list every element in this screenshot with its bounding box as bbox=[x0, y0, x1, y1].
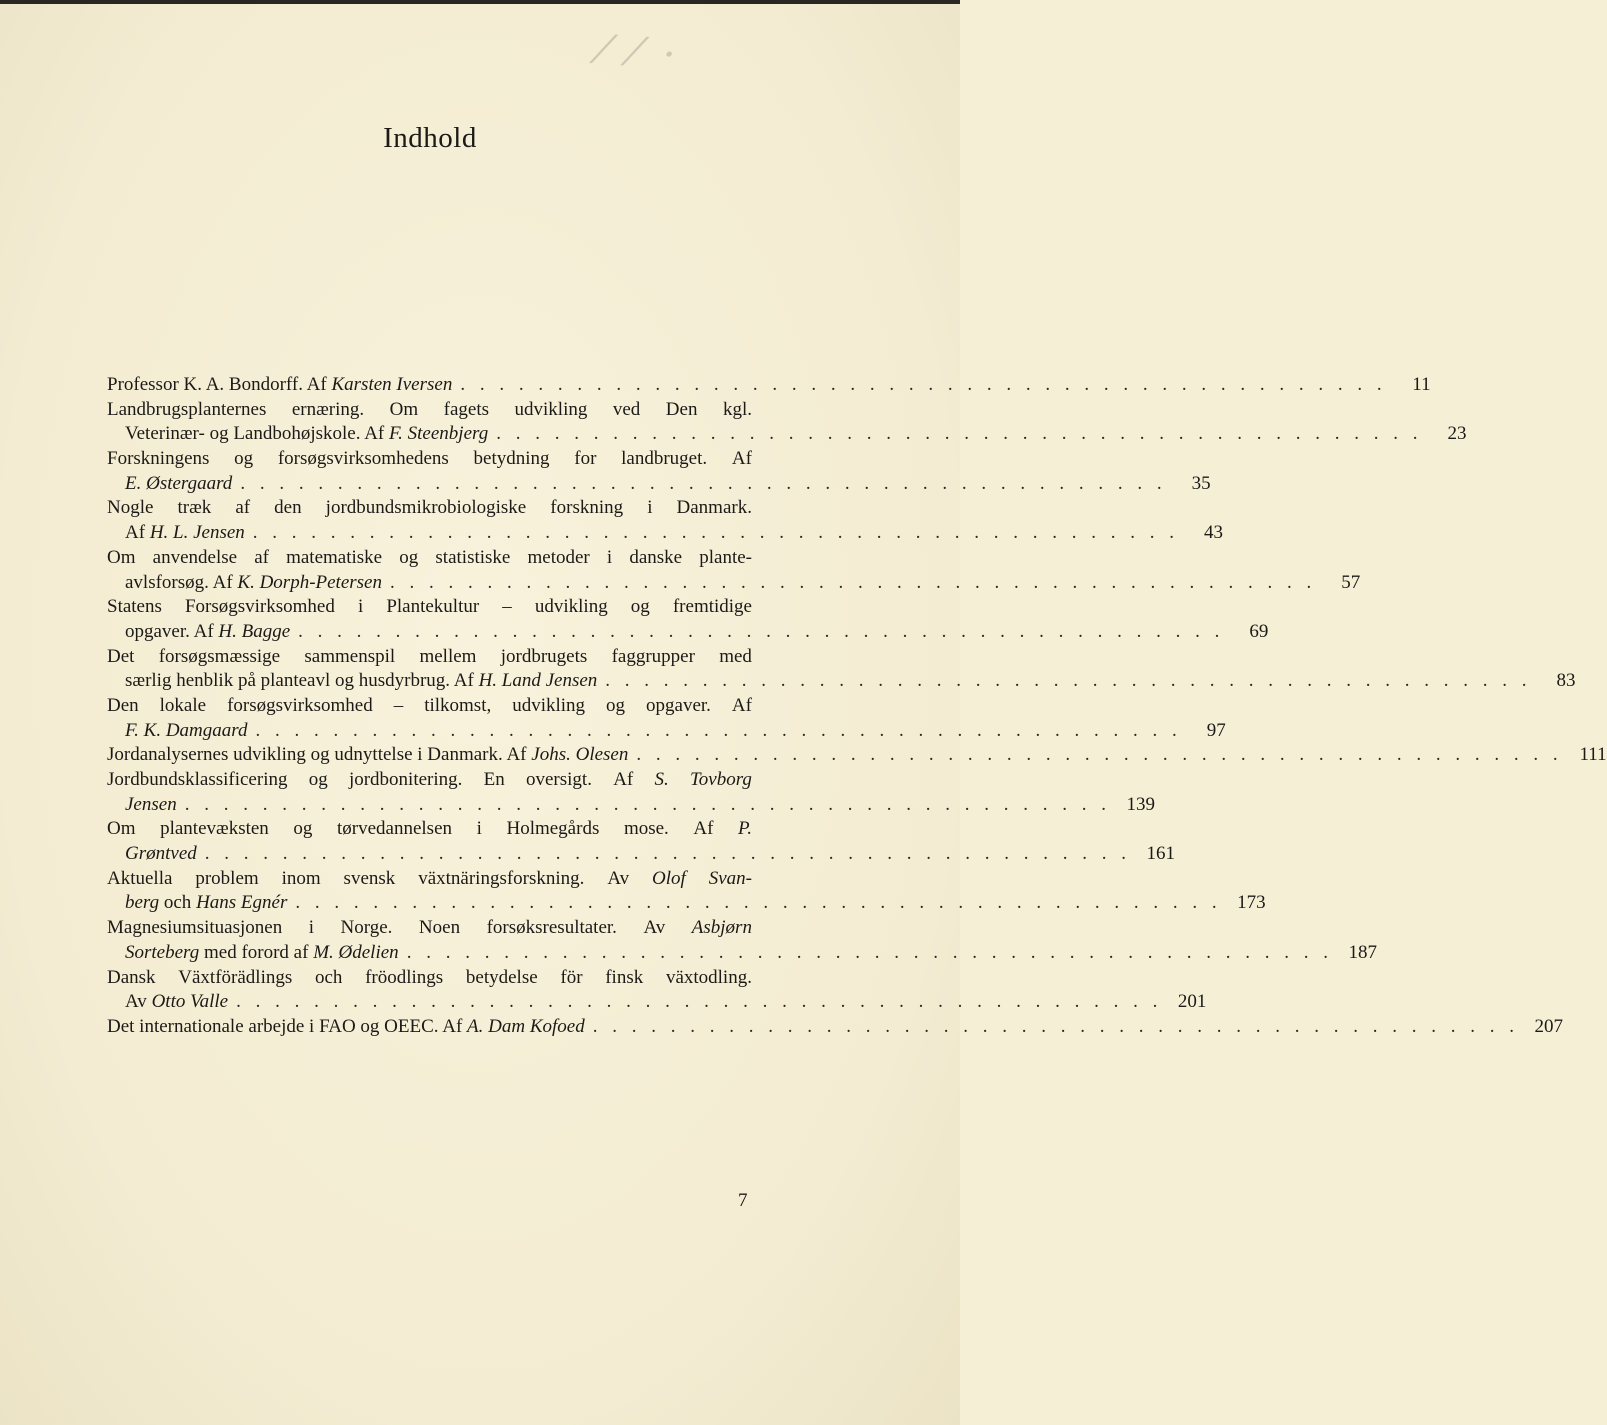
entry-word: og bbox=[399, 546, 419, 568]
entry-page-number: 83 bbox=[1556, 670, 1576, 692]
entry-text: Af H. L. Jensen bbox=[125, 522, 245, 544]
entry-word: sammenspil bbox=[304, 645, 396, 667]
entry-word: lokale bbox=[159, 694, 207, 716]
top-edge bbox=[0, 0, 960, 4]
entry-word: Om bbox=[107, 818, 136, 840]
entry-word: Holmegårds bbox=[506, 818, 600, 840]
entry-word: Den bbox=[665, 398, 698, 420]
entry-text bbox=[125, 793, 177, 818]
entry-text bbox=[125, 719, 247, 744]
entry-line bbox=[107, 472, 1211, 497]
dot-leader: . . . . . . . . . . . . . . . . . . . . . . . . . . . . . . . . . . . . . . . . . . . . . . . . bbox=[390, 571, 1317, 593]
entry-word: i bbox=[647, 497, 653, 519]
entry-word: Forskningens bbox=[107, 448, 210, 470]
entry-line bbox=[107, 645, 752, 670]
entry-word: fremtidige bbox=[672, 596, 752, 618]
entry-line bbox=[107, 447, 752, 472]
entry-author: Karsten Iversen bbox=[331, 374, 453, 395]
entry-word: i bbox=[476, 818, 482, 840]
entry-word: anvendelse bbox=[152, 546, 238, 568]
entry-word: Af bbox=[613, 769, 634, 790]
dot-leader: . . . . . . . . . . . . . . . . . . . . . . . . . . . . . . . . . . . . . . . . . . . . . . . . bbox=[592, 1015, 1519, 1037]
entry-word: udvikling bbox=[514, 398, 588, 420]
entry-word: Dansk bbox=[107, 966, 156, 988]
dot-leader: . . . . . . . . . . . . . . . . . . . . . . . . . . . . . . . . . . . . . . . . . . . . . . . . bbox=[605, 670, 1532, 692]
entry-word: med bbox=[719, 645, 752, 667]
entry-word: Danmark. bbox=[676, 497, 752, 519]
entry-word: metoder bbox=[527, 546, 590, 568]
entry-author: Johs. Olesen bbox=[531, 744, 629, 766]
entry-line bbox=[107, 916, 752, 941]
entry-line bbox=[107, 373, 1431, 398]
entry-text: Professor K. A. Bondorff. Af Karsten Iversen bbox=[107, 374, 453, 395]
entry-word: tilkomst, bbox=[424, 694, 492, 716]
entry-author: Grøntved bbox=[125, 843, 197, 865]
entry-line bbox=[107, 1015, 1563, 1040]
entry-line bbox=[107, 398, 752, 423]
entry-page-number: 207 bbox=[1534, 1015, 1563, 1037]
dot-leader: . . . . . . . . . . . . . . . . . . . . . . . . . . . . . . . . . . . . . . . . . . . . . . . . bbox=[496, 423, 1423, 445]
entry-word: Om bbox=[107, 546, 136, 568]
entry-word: Nogle bbox=[107, 497, 154, 519]
entry-page-number: 97 bbox=[1206, 719, 1226, 741]
entry-word: Den bbox=[107, 694, 139, 716]
entry-word: inom bbox=[281, 867, 321, 889]
entry-text: avlsforsøg. Af K. Dorph-Petersen bbox=[125, 571, 382, 593]
entry-word: – bbox=[393, 694, 404, 716]
page-title: Indhold bbox=[383, 122, 477, 154]
entry-line bbox=[107, 793, 1155, 818]
entry-word: forsøgsmæssige bbox=[158, 645, 281, 667]
entry-line bbox=[107, 966, 752, 991]
entry-line bbox=[107, 422, 1467, 447]
entry-text bbox=[125, 472, 232, 497]
entry-page-number: 57 bbox=[1341, 571, 1361, 593]
entry-word: og bbox=[606, 694, 626, 716]
entry-word: växtodling. bbox=[665, 966, 752, 988]
entry-line bbox=[107, 620, 1269, 645]
dot-leader: . . . . . . . . . . . . . . . . . . . . . . . . . . . . . . . . . . . . . . . . . . . . . . . . bbox=[636, 744, 1563, 766]
entry-word: En bbox=[483, 769, 505, 790]
entry-author: Jensen bbox=[125, 793, 177, 815]
entry-line bbox=[107, 571, 1361, 596]
entry-word: jordbundsmikrobiologiske bbox=[325, 497, 527, 519]
entry-word: i bbox=[606, 546, 613, 568]
entry-word: Af bbox=[731, 694, 752, 716]
entry-author: M. Ødelien bbox=[313, 941, 399, 963]
entry-author: H. L. Jensen bbox=[149, 522, 245, 544]
entry-author: Otto Valle bbox=[151, 991, 229, 1013]
entry-word: Jordbundsklassificering bbox=[107, 769, 288, 790]
page-number: 7 bbox=[738, 1190, 748, 1211]
dot-leader: . . . . . . . . . . . . . . . . . . . . . . . . . . . . . . . . . . . . . . . . . . . . . . . . bbox=[184, 793, 1111, 815]
entry-text: Jordanalysernes udvikling og udnyttelse i Danmark. Af Johs. Olesen bbox=[107, 744, 629, 766]
entry-line bbox=[107, 743, 1607, 768]
entry-word: svensk bbox=[343, 867, 396, 889]
entry-word: for bbox=[574, 448, 597, 470]
entry-word: i bbox=[357, 596, 364, 618]
entry-line bbox=[107, 719, 1226, 744]
entry-joiner: och bbox=[163, 892, 192, 914]
entry-word: faggrupper bbox=[611, 645, 695, 667]
entry-word: Noen bbox=[418, 917, 461, 939]
entry-word: udvikling bbox=[534, 596, 608, 618]
entry-line bbox=[107, 990, 1207, 1015]
entry-text: Det internationale arbejde i FAO og OEEC. Af A. Dam Kofoed bbox=[107, 1015, 585, 1037]
entry-page-number: 139 bbox=[1126, 793, 1155, 815]
dot-leader: . . . . . . . . . . . . . . . . . . . . . . . . . . . . . . . . . . . . . . . . . . . . . . . . bbox=[240, 472, 1167, 494]
entry-page-number: 23 bbox=[1447, 423, 1467, 445]
entry-line bbox=[107, 867, 752, 892]
entry-word: växtnäringsforskning. bbox=[418, 867, 585, 889]
entry-line bbox=[107, 546, 752, 571]
entry-word: landbruget. bbox=[621, 448, 708, 470]
entry-word: problem bbox=[195, 867, 259, 889]
entry-author: Sorteberg bbox=[125, 941, 200, 963]
entry-word: af bbox=[254, 546, 269, 568]
entry-word: Norge. bbox=[340, 917, 393, 939]
entry-word: tørvedannelsen bbox=[336, 818, 452, 840]
entry-author: H. Land Jensen bbox=[478, 670, 598, 692]
dot-leader: . . . . . . . . . . . . . . . . . . . . . . . . . . . . . . . . . . . . . . . . . . . . . . . . bbox=[406, 941, 1333, 963]
entry-line bbox=[107, 694, 752, 719]
entry-text bbox=[125, 941, 399, 966]
entry-word: træk bbox=[177, 497, 212, 519]
entry-word: og bbox=[234, 448, 254, 470]
entry-word: Forsøgsvirksomhed bbox=[184, 596, 335, 618]
entry-word: fröodlings bbox=[365, 966, 444, 988]
entry-line bbox=[107, 817, 752, 842]
entry-word: betydning bbox=[473, 448, 550, 470]
dot-leader: . . . . . . . . . . . . . . . . . . . . . . . . . . . . . . . . . . . . . . . . . . . . . . . . bbox=[295, 892, 1222, 914]
entry-author: H. Bagge bbox=[218, 620, 291, 642]
entry-word: ernæring. bbox=[291, 398, 365, 420]
entry-word: betydelse bbox=[465, 966, 538, 988]
entry-word: kgl. bbox=[722, 398, 752, 420]
entry-page-number: 201 bbox=[1177, 991, 1207, 1013]
entry-word: Statens bbox=[107, 596, 162, 618]
dot-leader: . . . . . . . . . . . . . . . . . . . . . . . . . . . . . . . . . . . . . . . . . . . . . . . . bbox=[298, 620, 1225, 642]
entry-line bbox=[107, 521, 1224, 546]
entry-word: statistiske bbox=[435, 546, 511, 568]
entry-word: plante- bbox=[699, 546, 752, 568]
entry-word: för bbox=[560, 966, 583, 988]
entry-word: den bbox=[274, 497, 302, 519]
entry-word: jordbrugets bbox=[500, 645, 588, 667]
entry-word: og bbox=[630, 596, 650, 618]
entry-word: och bbox=[314, 966, 343, 988]
entry-text bbox=[125, 891, 287, 916]
entry-word: P. bbox=[738, 818, 752, 840]
entry-text bbox=[125, 842, 197, 867]
entry-page-number: 35 bbox=[1191, 472, 1211, 494]
entry-word: af bbox=[235, 497, 251, 519]
dot-leader: . . . . . . . . . . . . . . . . . . . . . . . . . . . . . . . . . . . . . . . . . . . . . . . . bbox=[255, 719, 1182, 741]
entry-joiner: med forord af bbox=[203, 941, 309, 963]
entry-word: forsøksresultater. bbox=[486, 917, 617, 939]
entry-word: forskning bbox=[550, 497, 624, 519]
entry-line bbox=[107, 669, 1576, 694]
entry-word: Magnesiumsituasjonen bbox=[107, 917, 283, 939]
entry-author: Hans Egnér bbox=[196, 892, 288, 914]
entry-word: mose. bbox=[623, 818, 669, 840]
entry-page-number: 111 bbox=[1579, 744, 1607, 766]
entry-line bbox=[107, 768, 752, 793]
entry-word: danske bbox=[629, 546, 683, 568]
entry-word: Tovborg bbox=[689, 769, 752, 790]
entry-word: finsk bbox=[605, 966, 644, 988]
entry-word: ved bbox=[612, 398, 641, 420]
entry-word: jordbonitering. bbox=[348, 769, 463, 790]
entry-word: Asbjørn bbox=[691, 917, 752, 939]
entry-word: Av bbox=[643, 917, 666, 939]
entry-word: forsøgsvirksomhed bbox=[227, 694, 373, 716]
entry-word: Det bbox=[107, 645, 135, 667]
entry-word: opgaver. bbox=[646, 694, 711, 716]
entry-word: Plantekultur bbox=[386, 596, 480, 618]
entry-line bbox=[107, 941, 1377, 966]
entry-word: plantevæksten bbox=[160, 818, 269, 840]
entry-word: mellem bbox=[419, 645, 477, 667]
entry-word: udvikling bbox=[512, 694, 586, 716]
entry-word: Landbrugsplanternes bbox=[107, 398, 267, 420]
entry-page-number: 161 bbox=[1146, 843, 1176, 865]
entry-page-number: 173 bbox=[1237, 892, 1266, 914]
entry-page-number: 11 bbox=[1412, 374, 1431, 395]
pencil-annotation-mark: ⁄ ⁄ · bbox=[598, 27, 684, 79]
entry-word: Aktuella bbox=[107, 867, 173, 889]
entry-word: Av bbox=[607, 867, 630, 889]
entry-line bbox=[107, 595, 752, 620]
entry-text: Veterinær- og Landbohøjskole. Af F. Steenbjerg bbox=[125, 423, 489, 445]
entry-word: og bbox=[308, 769, 328, 790]
entry-author: E. Østergaard bbox=[125, 472, 233, 494]
entry-word: og bbox=[293, 818, 313, 840]
entry-author: A. Dam Kofoed bbox=[467, 1015, 585, 1037]
entry-word: Olof bbox=[652, 867, 686, 889]
entry-author: F. K. Damgaard bbox=[125, 719, 248, 741]
entry-word: Af bbox=[731, 448, 752, 470]
entry-word: Växtförädlings bbox=[178, 966, 293, 988]
entry-line bbox=[107, 496, 752, 521]
entry-line bbox=[107, 891, 1266, 916]
entry-author: F. Steenbjerg bbox=[389, 423, 489, 445]
entry-word: forsøgsvirksomhedens bbox=[277, 448, 449, 470]
entry-word: – bbox=[502, 596, 512, 618]
entry-author: K. Dorph-Petersen bbox=[237, 571, 382, 593]
entry-page-number: 187 bbox=[1348, 941, 1377, 963]
table-of-contents bbox=[107, 373, 1607, 1040]
entry-text: opgaver. Af H. Bagge bbox=[125, 620, 291, 642]
entry-text: særlig henblik på planteavl og husdyrbrug. Af H. Land Jensen bbox=[125, 670, 598, 692]
entry-word: Om bbox=[389, 398, 419, 420]
entry-word: oversigt. bbox=[525, 769, 592, 790]
entry-page-number: 69 bbox=[1249, 620, 1269, 642]
entry-line bbox=[107, 842, 1176, 867]
entry-page-number: 43 bbox=[1204, 522, 1224, 544]
dot-leader: . . . . . . . . . . . . . . . . . . . . . . . . . . . . . . . . . . . . . . . . . . . . . . . . bbox=[252, 522, 1180, 544]
dot-leader: . . . . . . . . . . . . . . . . . . . . . . . . . . . . . . . . . . . . . . . . . . . . . . . . bbox=[236, 991, 1163, 1013]
entry-word: i bbox=[308, 917, 314, 939]
entry-text: Av Otto Valle bbox=[125, 991, 229, 1013]
entry-word: Svan- bbox=[708, 867, 752, 889]
entry-word: fagets bbox=[443, 398, 490, 420]
entry-word: S. bbox=[654, 769, 669, 790]
entry-word: matematiske bbox=[286, 546, 383, 568]
dot-leader: . . . . . . . . . . . . . . . . . . . . . . . . . . . . . . . . . . . . . . . . . . . . . . . . bbox=[460, 374, 1387, 395]
entry-word: Af bbox=[693, 818, 714, 840]
entry-author: berg bbox=[125, 892, 160, 914]
dot-leader: . . . . . . . . . . . . . . . . . . . . . . . . . . . . . . . . . . . . . . . . . . . . . . . . bbox=[204, 843, 1132, 865]
